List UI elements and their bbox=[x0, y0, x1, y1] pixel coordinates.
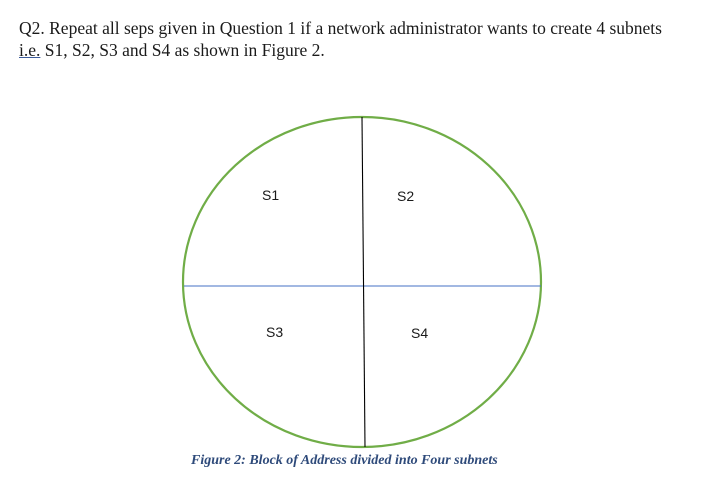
subnet-label-s4: S4 bbox=[411, 325, 429, 341]
subnet-label-s2: S2 bbox=[397, 188, 415, 204]
ie-abbreviation: i.e. bbox=[19, 40, 41, 60]
question-line-2: S1, S2, S3 and S4 as shown in Figure 2. bbox=[40, 40, 325, 60]
subnet-label-s3: S3 bbox=[266, 324, 284, 340]
question-line-1: Q2. Repeat all seps given in Question 1 if a network administrator wants to create 4 subnets bbox=[19, 18, 662, 38]
figure-caption: Figure 2: Block of Address divided into Four subnets bbox=[191, 453, 498, 468]
subnet-label-s1: S1 bbox=[262, 187, 280, 203]
